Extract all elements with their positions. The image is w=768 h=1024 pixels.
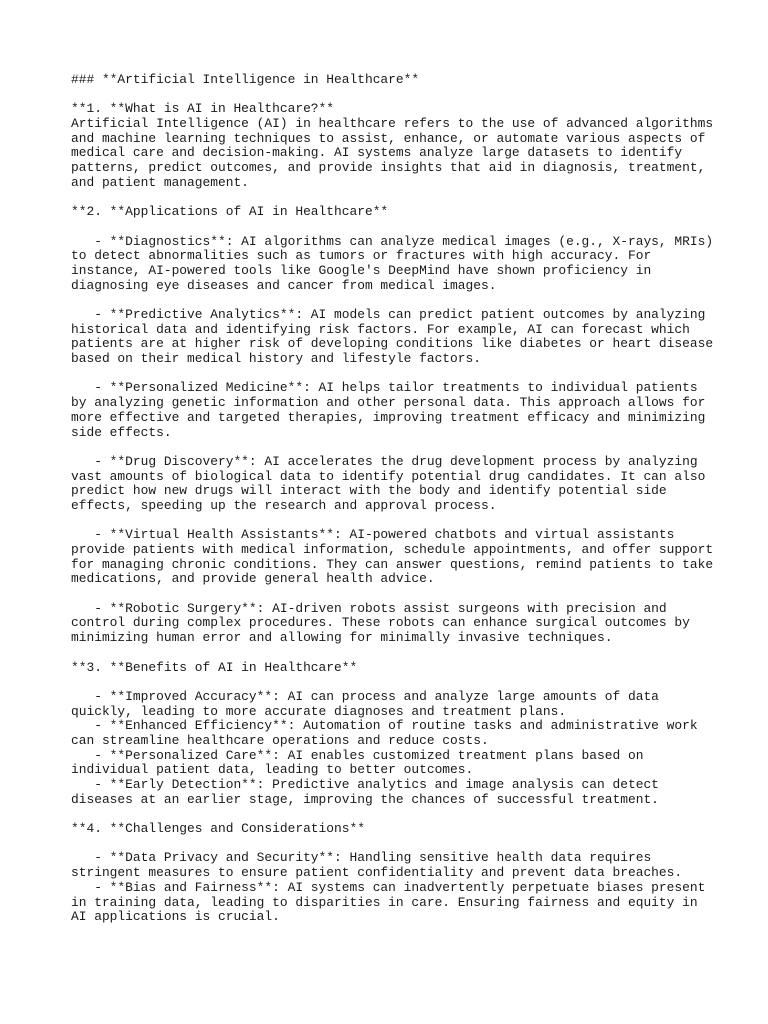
blank-line: [71, 88, 751, 103]
blank-line: [71, 646, 751, 661]
text-line: for managing chronic conditions. They can answer questions, remind patients to take: [71, 556, 714, 572]
text-line: control during complex procedures. These robots can enhance surgical outcomes by: [71, 615, 690, 631]
bullet-item-line: - **Drug Discovery**: AI accelerates the drug development process by analyzing: [71, 453, 698, 469]
text-line: individual patient data, leading to better outcomes.: [71, 762, 474, 778]
blank-line: [71, 587, 751, 602]
blank-line: [71, 191, 751, 206]
bullet-item-line: - **Enhanced Efficiency**: Automation of routine tasks and administrative work: [71, 718, 698, 734]
text-line: provide patients with medical information, schedule appointments, and offer support: [71, 542, 714, 557]
text-line: patterns, predict outcomes, and provide insights that aid in diagnosis, treatment,: [71, 160, 706, 176]
text-line: effects, speeding up the research and approval process.: [71, 497, 497, 513]
section-heading: **4. **Challenges and Considerations**: [71, 821, 365, 837]
text-line: Artificial Intelligence (AI) in healthcare refers to the use of advanced algorithms: [71, 116, 714, 132]
text-line: side effects.: [71, 424, 172, 440]
bullet-item-line: - **Diagnostics**: AI algorithms can analyze medical images (e.g., X-rays, MRIs): [71, 233, 714, 249]
blank-line: [71, 675, 751, 690]
text-line: quickly, leading to more accurate diagnoses and treatment plans.: [71, 703, 567, 719]
text-line: by analyzing genetic information and other personal data. This approach allows for: [71, 395, 706, 411]
text-line: in training data, leading to disparities in care. Ensuring fairness and equity in: [71, 894, 698, 910]
text-line: patients are at higher risk of developing conditions like diabetes or heart disease: [71, 336, 714, 352]
text-line: predict how new drugs will interact with the body and identify potential side: [71, 483, 667, 499]
text-line: diagnosing eye diseases and cancer from medical images.: [71, 277, 497, 293]
bullet-item-line: - **Improved Accuracy**: AI can process and analyze large amounts of data: [71, 688, 659, 704]
text-line: more effective and targeted therapies, improving treatment efficacy and minimizing: [71, 409, 706, 425]
section-heading: **3. **Benefits of AI in Healthcare**: [71, 659, 358, 675]
text-line: and patient management.: [71, 174, 249, 190]
text-line: can streamline healthcare operations and reduce costs.: [71, 732, 489, 748]
text-line: medications, and provide general health advice.: [71, 571, 435, 587]
blank-line: [71, 367, 751, 382]
blank-line: [71, 293, 751, 308]
text-line: instance, AI-powered tools like Google's DeepMind have shown proficiency in: [71, 262, 652, 278]
text-line: and machine learning techniques to assist, enhance, or automate various aspects of: [71, 130, 706, 146]
text-line: minimizing human error and allowing for minimally invasive techniques.: [71, 630, 613, 646]
blank-line: [71, 514, 751, 529]
section-heading: **2. **Applications of AI in Healthcare**: [71, 204, 389, 220]
document-body: [71, 73, 751, 925]
bullet-item-line: - **Early Detection**: Predictive analytics and image analysis can detect: [71, 777, 659, 792]
bullet-item-line: - **Bias and Fairness**: AI systems can inadvertently perpetuate biases present: [71, 879, 706, 895]
bullet-item-line: - **Data Privacy and Security**: Handling sensitive health data requires: [71, 850, 652, 866]
bullet-item-line: - **Personalized Medicine**: AI helps tailor treatments to individual patients: [71, 380, 698, 396]
text-line: diseases at an earlier stage, improving the chances of successful treatment.: [71, 791, 659, 807]
bullet-item-line: - **Personalized Care**: AI enables customized treatment plans based on: [71, 747, 644, 763]
blank-line: [71, 807, 751, 822]
text-line: medical care and decision-making. AI systems analyze large datasets to identify: [71, 145, 683, 161]
blank-line: [71, 837, 751, 852]
bullet-item-line: - **Robotic Surgery**: AI-driven robots assist surgeons with precision and: [71, 600, 667, 616]
text-line: based on their medical history and lifestyle factors.: [71, 351, 481, 367]
bullet-item-line: - **Predictive Analytics**: AI models can predict patient outcomes by analyzing: [71, 307, 706, 322]
document-title: ### **Artificial Intelligence in Healthcare**: [71, 72, 420, 87]
section-heading: **1. **What is AI in Healthcare?**: [71, 101, 335, 117]
text-line: historical data and identifying risk factors. For example, AI can forecast which: [71, 321, 690, 337]
bullet-item-line: - **Virtual Health Assistants**: AI-powered chatbots and virtual assistants: [71, 527, 675, 543]
text-line: to detect abnormalities such as tumors or fractures with high accuracy. For: [71, 248, 652, 264]
text-line: AI applications is crucial.: [71, 909, 280, 925]
blank-line: [71, 220, 751, 235]
blank-line: [71, 440, 751, 455]
text-line: stringent measures to ensure patient confidentiality and prevent data breaches.: [71, 865, 683, 881]
text-line: vast amounts of biological data to identify potential drug candidates. It can also: [71, 468, 706, 484]
